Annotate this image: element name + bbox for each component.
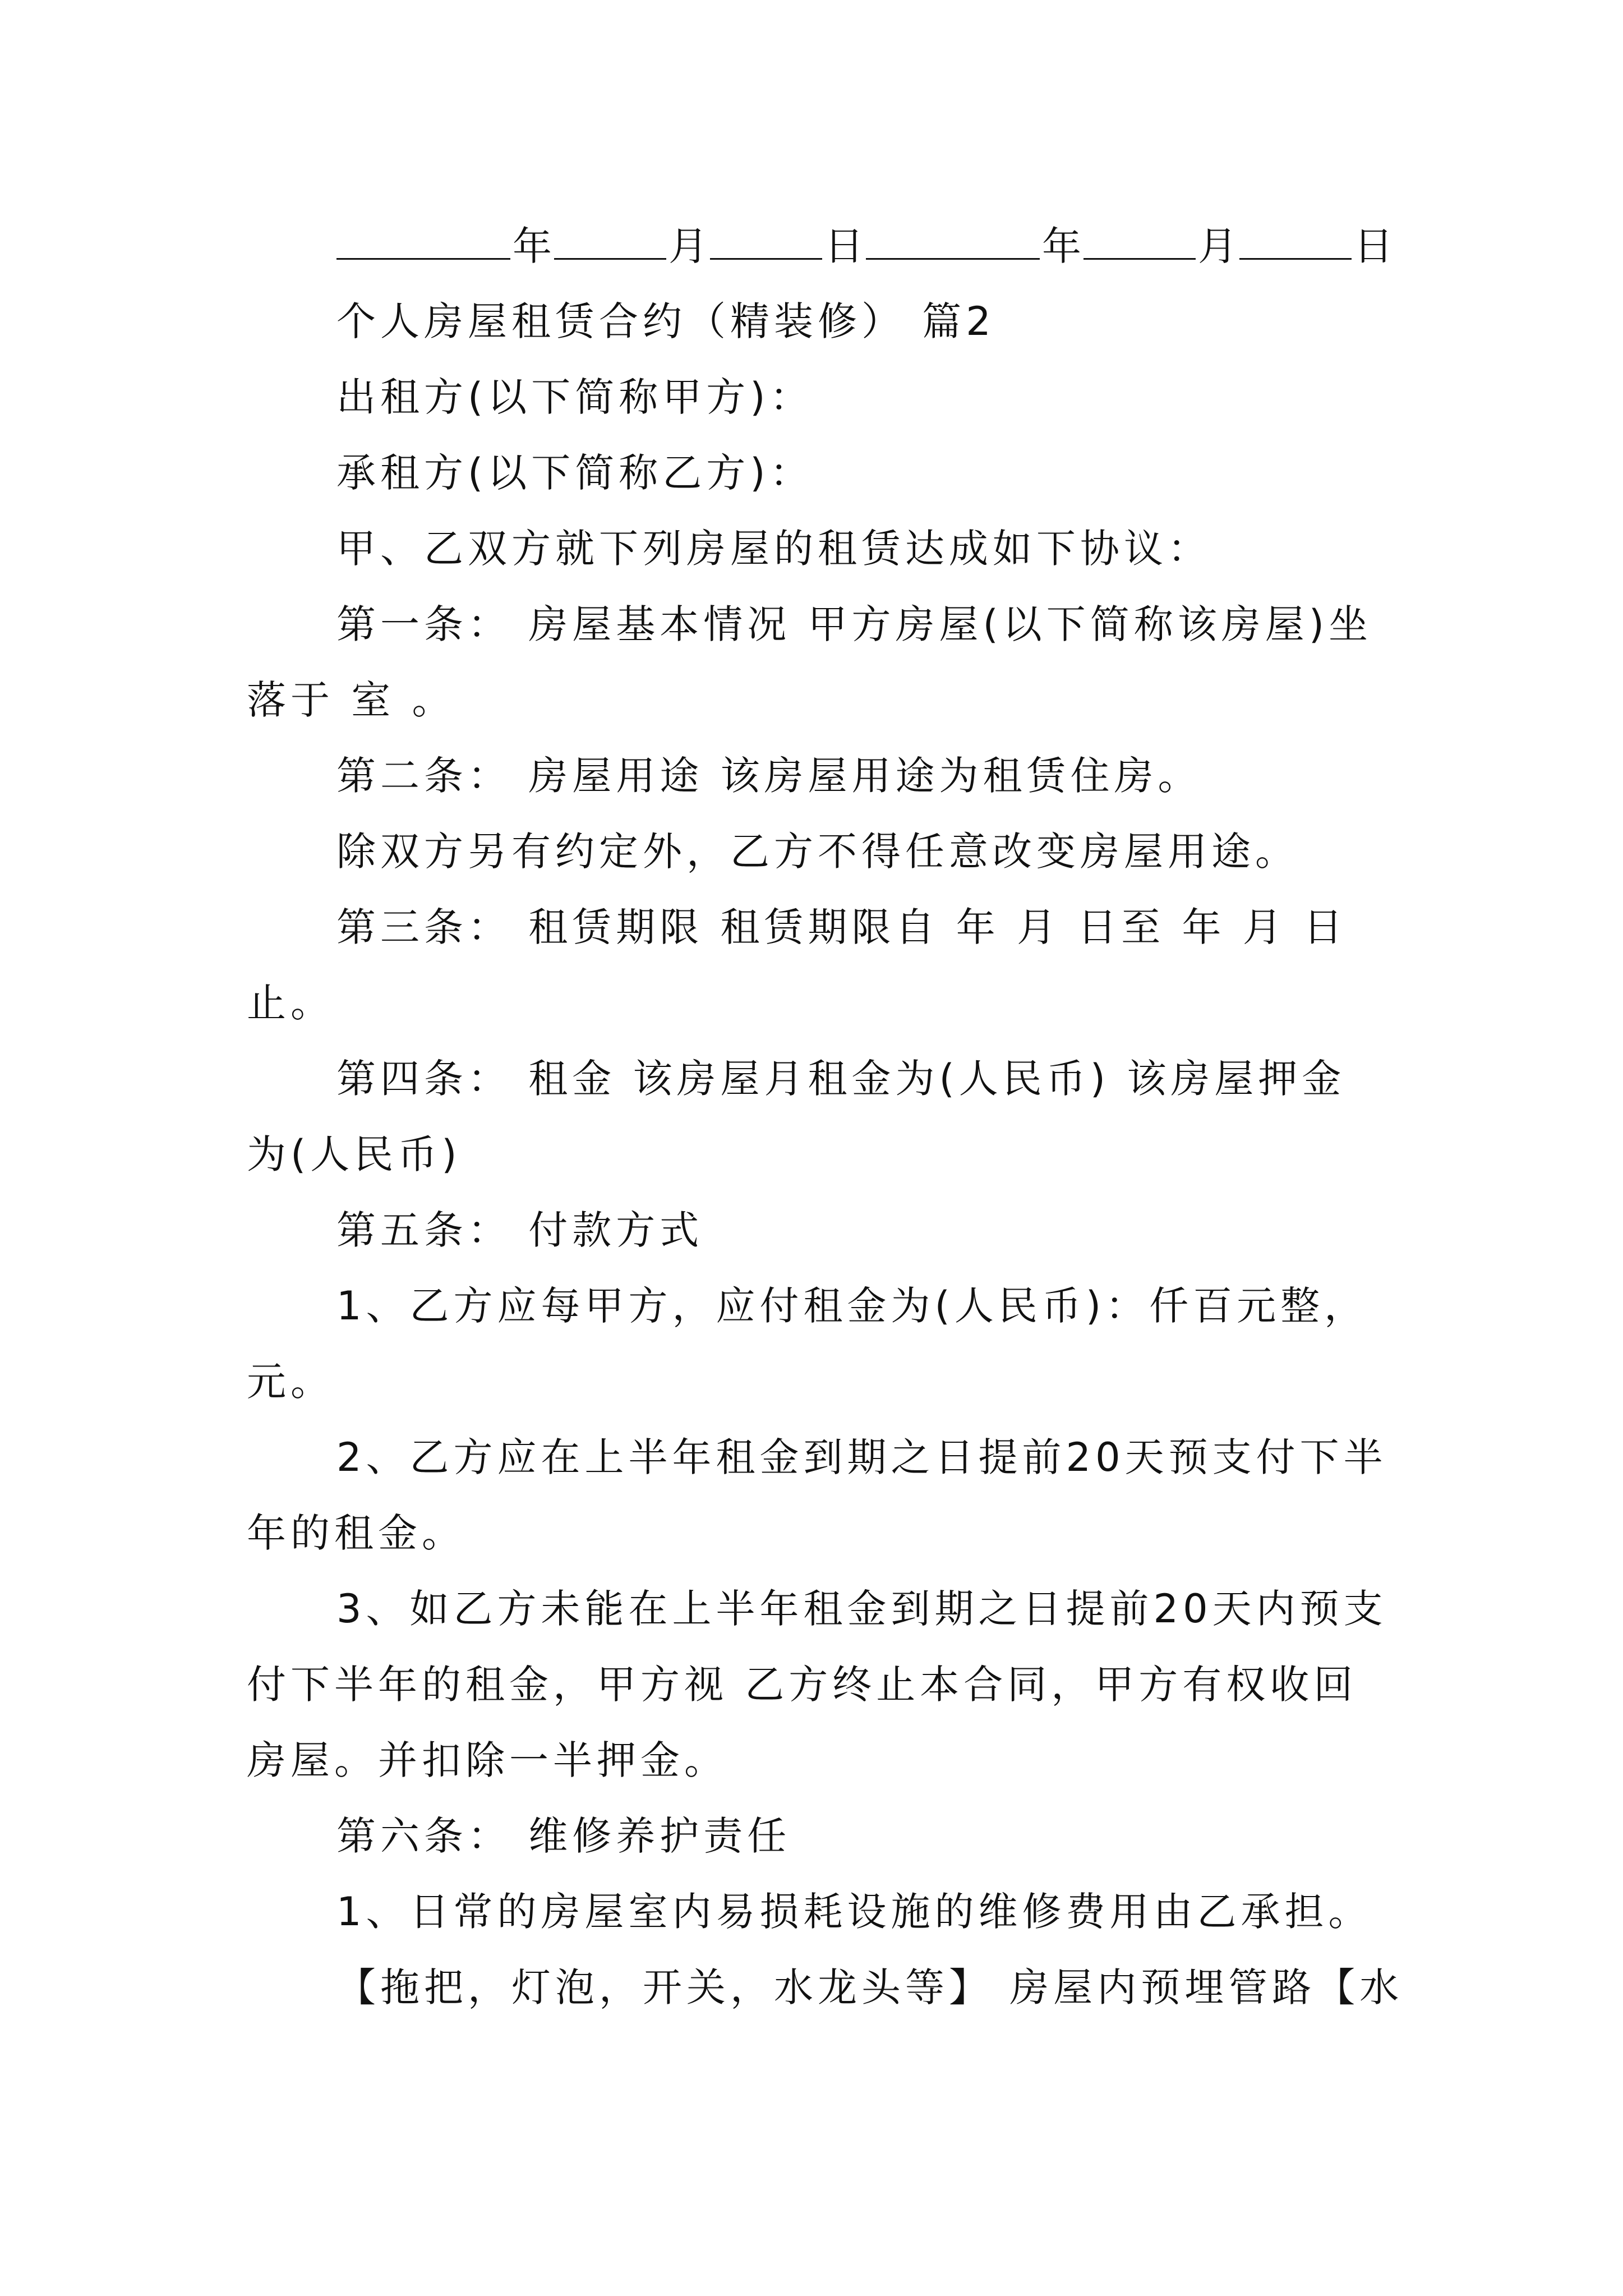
- day-label-2: 日: [1354, 223, 1393, 269]
- year-blank-1: [336, 219, 510, 260]
- day-blank-1: [710, 219, 822, 260]
- year-label-2: 年: [1042, 223, 1081, 269]
- month-label-1: 月: [668, 223, 708, 269]
- article-5-item-1-line-1: 1、乙方应每甲方，应付租金为(人民币)：仟百元整，: [336, 1283, 1368, 1329]
- article-5-item-2-line-2: 年的租金。: [247, 1510, 465, 1556]
- year-label-1: 年: [513, 223, 552, 269]
- day-label-1: 日: [824, 223, 864, 269]
- lessee-line: 承租方(以下简称乙方)：: [336, 450, 814, 496]
- agreement-intro: 甲、乙双方就下列房屋的租赁达成如下协议：: [336, 526, 1211, 572]
- lessor-line: 出租方(以下简称甲方)：: [336, 374, 814, 420]
- month-blank-1: [554, 219, 666, 260]
- article-3-line-2: 止。: [247, 980, 334, 1026]
- article-2-clause: 除双方另有约定外，乙方不得任意改变房屋用途。: [336, 829, 1299, 875]
- year-blank-2: [866, 219, 1040, 260]
- article-3-line-1: 第三条： 租赁期限 租赁期限自 年 月 日至 年 月 日: [336, 904, 1348, 950]
- article-1-line-1: 第一条： 房屋基本情况 甲方房屋(以下简称该房屋)坐: [336, 601, 1373, 647]
- article-5-item-3-line-1: 3、如乙方未能在上半年租金到期之日提前20天内预支: [336, 1586, 1387, 1632]
- article-1-line-2: 落于 室 。: [247, 677, 456, 723]
- article-5: 第五条： 付款方式: [336, 1207, 704, 1253]
- article-4-line-1: 第四条： 租金 该房屋月租金为(人民币) 该房屋押金: [336, 1056, 1346, 1102]
- month-blank-2: [1083, 219, 1196, 260]
- article-6-item-2: 【拖把，灯泡，开关，水龙头等】 房屋内预埋管路【水: [336, 1964, 1404, 2010]
- article-2: 第二条： 房屋用途 该房屋用途为租赁住房。: [336, 753, 1202, 799]
- signature-date-line: [336, 219, 1395, 273]
- article-5-item-3-line-2: 付下半年的租金，甲方视 乙方终止本合同，甲方有权收回: [247, 1662, 1358, 1708]
- article-4-line-2: 为(人民币): [247, 1131, 462, 1177]
- article-6-item-1: 1、日常的房屋室内易损耗设施的维修费用由乙承担。: [336, 1889, 1372, 1935]
- day-blank-2: [1239, 219, 1352, 260]
- article-5-item-3-line-3: 房屋。并扣除一半押金。: [247, 1737, 728, 1783]
- article-6: 第六条： 维修养护责任: [336, 1813, 791, 1859]
- article-5-item-2-line-1: 2、乙方应在上半年租金到期之日提前20天预支付下半: [336, 1434, 1387, 1480]
- document-title: 个人房屋租赁合约（精装修） 篇2: [336, 298, 995, 344]
- article-5-item-1-line-2: 元。: [247, 1359, 334, 1405]
- month-label-2: 月: [1198, 223, 1237, 269]
